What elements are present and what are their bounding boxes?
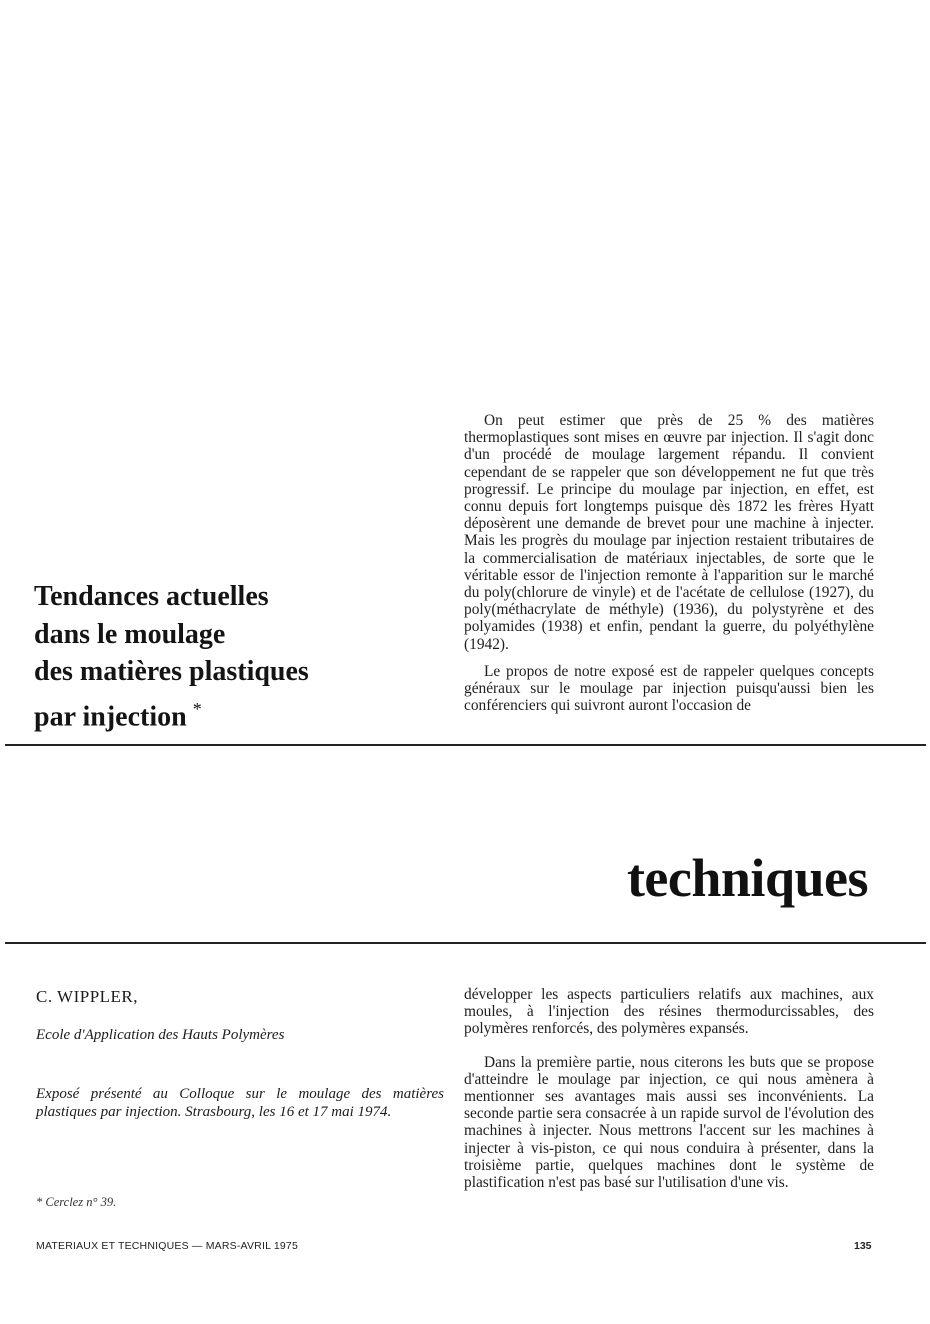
horizontal-rule xyxy=(5,942,926,944)
horizontal-rule xyxy=(5,744,926,746)
intro-column xyxy=(464,412,874,714)
title-asterisk: * xyxy=(192,698,202,719)
article-title xyxy=(34,578,434,735)
title-line: dans le moulage xyxy=(34,618,226,650)
author-affiliation: Ecole d'Application des Hauts Polymères xyxy=(36,1027,285,1043)
title-line-text: par injection xyxy=(34,700,187,732)
title-line xyxy=(34,691,434,736)
author-name: C. WIPPLER, xyxy=(36,987,139,1006)
journal-footer: MATERIAUX ET TECHNIQUES — MARS-AVRIL 1975 xyxy=(36,1240,299,1252)
footnote: * Cerclez n° 39. xyxy=(36,1195,117,1209)
page-number: 135 xyxy=(854,1240,872,1252)
section-banner: techniques xyxy=(626,848,868,908)
body-paragraph: développer les aspects particuliers relatifs aux machines, aux moules, à l'injection des résines thermodurcissables, des polymères renforcés, des polymères expansés. xyxy=(464,986,874,1038)
intro-paragraph: Le propos de notre exposé est de rappeler quelques concepts généraux sur le moulage par injection puisqu'aussi bien les conférenciers qui suivront auront l'occasion de xyxy=(464,662,874,715)
intro-paragraph: On peut estimer que près de 25 % des matières thermoplastiques sont mises en œuvre par injection. Il s'agit donc d'un procédé de moulage largement répandu. Il convient cependant de se rappeler que son développement ne fut que très progressif. Le principe du moulage par injection, en effet, est connu depuis fort longtemps puisque dès 1872 les frères Hyatt déposèrent une demande de brevet pour une machine à injecter. Mais les progrès du moulage par injection restaient tributaires de la commercialisation de matériaux injectables, de sorte que le véritable essor de l'injection remonte à l'apparition sur le marché du poly(chlorure de vinyle) et de l'acétate de cellulose (1927), du poly(méthacrylate de méthyle) (1936), du polystyrène et des polyamides (1938) et enfin, pendant la guerre, du polyéthylène (1942). xyxy=(464,412,874,653)
presentation-note: Exposé présenté au Colloque sur le moulage des matières plastiques par injection. Strasbourg, les 16 et 17 mai 1974. xyxy=(36,1086,444,1120)
body-paragraph: Dans la première partie, nous citerons les buts que se propose d'atteindre le moulage par injection, ce qui nous amènera à mentionner ses avantages mais aussi ses inconvénients. La seconde partie sera consacrée à un rapide survol de l'évolution des machines à injecter. Nous mettrons l'accent sur les machines à injecter à vis-piston, ce qui nous conduira à présenter, dans la troisième partie, quelques machines dont le système de plastification n'est pas basé sur l'utilisation d'une vis. xyxy=(464,1053,874,1192)
continuation-column xyxy=(464,986,874,1191)
title-line: Tendances actuelles xyxy=(34,581,269,612)
title-line: des matières plastiques xyxy=(34,656,309,687)
